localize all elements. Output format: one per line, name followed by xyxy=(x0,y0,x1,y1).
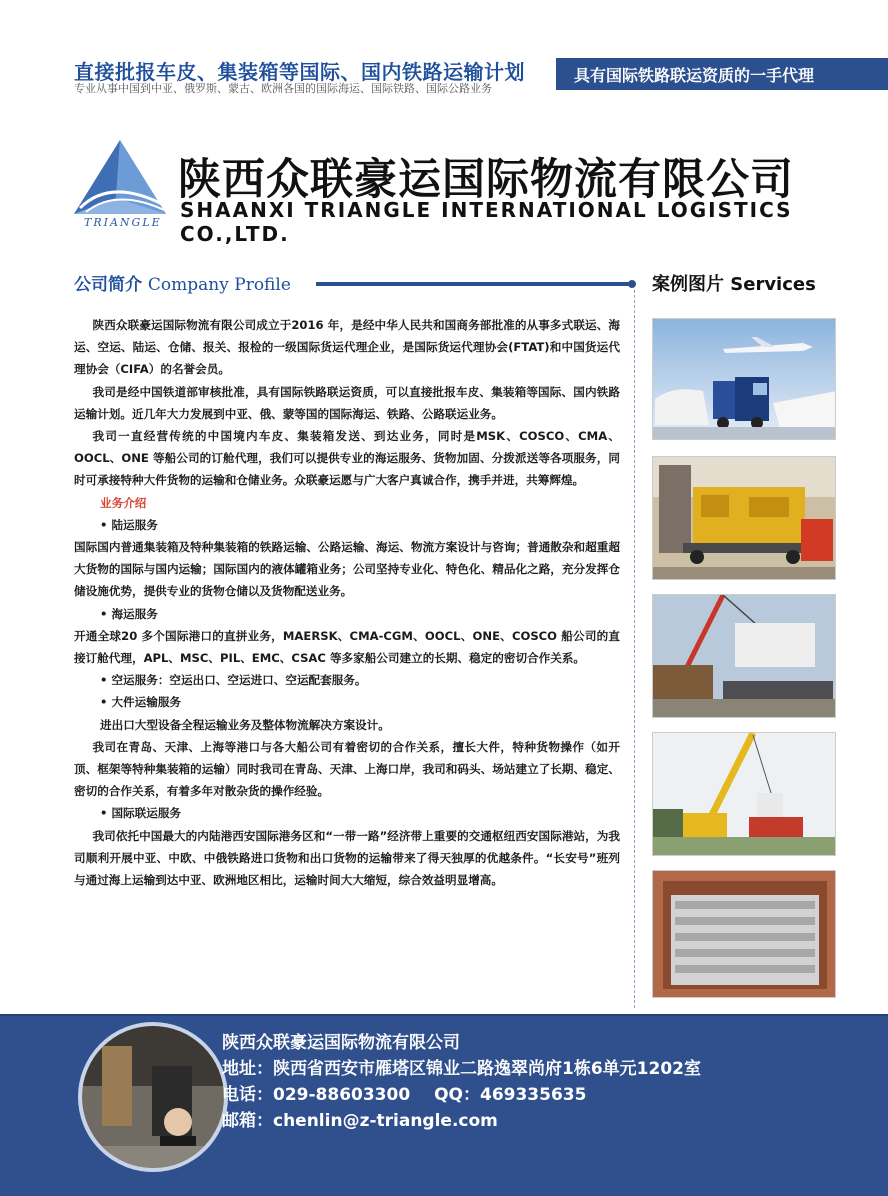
footer-top-border xyxy=(0,1014,888,1016)
heavy-service-title: • 大件运输服务 xyxy=(100,695,182,710)
port-cooperation-text: 我司在青岛、天津、上海等港口与各大船公司有着密切的合作关系，擅长大件，特种货物操作（如开顶、框架等特种集装箱的运输）同时我司在青岛、天津、上海口岸，我司和码头、场站建立了长期、稳定、密切的合作关系，有着多年对散杂货的操作经验。 xyxy=(74,739,620,799)
profile-heading xyxy=(74,270,291,295)
business-intro-title: 业务介绍 xyxy=(100,495,147,510)
air-service-line: • 空运服务：空运出口、空运进口、空运配套服务。 xyxy=(100,673,367,688)
case-photo-railway-crane xyxy=(652,732,836,856)
case-photo-container-cargo xyxy=(652,870,836,998)
profile-heading-cn: 公司简介 xyxy=(74,275,142,295)
heading-divider xyxy=(316,282,634,286)
rail-service-title: • 国际联运服务 xyxy=(100,806,182,821)
profile-paragraph-3: 我司一直经营传统的中国境内车皮、集装箱发送、到达业务，同时是MSK、COSCO、CMA、OOCL、ONE 等船公司的订舱代理，我们可以提供专业的海运服务、货物加固、分拨派送等各项服务，同时可承接特种大件货物的运输和仓储业务。众联豪运愿与广大客户真诚合作，携手并进，共筹辉煌。 xyxy=(74,429,620,488)
sea-service-title: • 海运服务 xyxy=(100,606,158,621)
footer-company-name: 陕西众联豪运国际物流有限公司 xyxy=(222,1033,460,1053)
footer-phone: 电话：029-88603300 xyxy=(222,1085,411,1105)
profile-paragraph-1: 陕西众联豪运国际物流有限公司成立于2016 年，是经中华人民共和国商务部批准的从事多式联运、海运、空运、陆运、仓储、报关、报检的一级国际货运代理企业，是国际货运代理协会(FTAT)和中国货运代理协会（CIFA）的名誉会员。 xyxy=(74,318,620,377)
banner-headline: 直接批报车皮、集装箱等国际、国内铁路运输计划 xyxy=(74,60,525,84)
banner-subline: 专业从事中国到中亚、俄罗斯、蒙古、欧洲各国的国际海运、国际铁路、国际公路业务 xyxy=(74,82,492,95)
heading-divider-dot xyxy=(628,280,636,288)
qualification-badge: 具有国际铁路联运资质的一手代理 xyxy=(556,58,888,90)
logo-text: TRIANGLE xyxy=(84,216,162,229)
land-service-title: • 陆运服务 xyxy=(100,517,158,532)
profile-heading-en: Company Profile xyxy=(147,275,291,295)
services-heading: 案例图片 Services xyxy=(652,274,816,295)
top-banner xyxy=(0,0,888,108)
column-divider xyxy=(634,290,635,1008)
case-photo-container-loading xyxy=(652,456,836,580)
footer-qq: QQ：469335635 xyxy=(434,1085,587,1105)
footer-address: 地址：陕西省西安市雁塔区锦业二路逸翠尚府1栋6单元1202室 xyxy=(222,1059,701,1079)
company-name-cn: 陕西众联豪运国际物流有限公司 xyxy=(178,155,794,205)
footer-office-photo xyxy=(78,1022,228,1172)
sea-service-text: 开通全球20 多个国际港口的直拼业务，MAERSK、CMA-CGM、OOCL、ONE、COSCO 船公司的直接订舱代理，APL、MSC、PIL、EMC、CSAC 等多家船公司建立的长期、稳定的密切合作关系。 xyxy=(74,628,620,666)
case-photo-transport xyxy=(652,318,836,440)
company-name-en: SHAANXI TRIANGLE INTERNATIONAL LOGISTICS CO.,LTD. xyxy=(180,198,793,246)
land-service-text: 国际国内普通集装箱及特种集装箱的铁路运输、公路运输、海运、物流方案设计与咨询；普通散杂和超重超大货物的国际与国内运输；国际国内的液体罐箱业务；公司坚持专业化、特色化、精品化之路，充分发挥仓储设施优势，提供专业的货物仓储以及货物配送业务。 xyxy=(74,540,620,599)
footer-phone-line xyxy=(222,1080,586,1105)
footer-email: 邮箱：chenlin@z-triangle.com xyxy=(222,1111,498,1131)
profile-paragraph-2: 我司是经中国铁道部审核批准，具有国际铁路联运资质，可以直接批报车皮、集装箱等国际、国内铁路运输计划。近几年大力发展到中亚、俄、蒙等国的国际海运、铁路、公路联运业务。 xyxy=(74,384,620,421)
case-photo-crane-lifting xyxy=(652,594,836,718)
rail-service-text: 我司依托中国最大的内陆港西安国际港务区和“一带一路”经济带上重要的交通枢纽西安国际港站，为我司顺利开展中亚、中欧、中俄铁路进口货物和出口货物的运输带来了得天独厚的优越条件。“长安号”班列与通过海上运输到达中亚、欧洲地区相比，运输时间大大缩短，综合效益明显增高。 xyxy=(74,828,620,888)
profile-content xyxy=(74,314,620,891)
heavy-service-text: 进出口大型设备全程运输业务及整体物流解决方案设计。 xyxy=(100,717,390,732)
